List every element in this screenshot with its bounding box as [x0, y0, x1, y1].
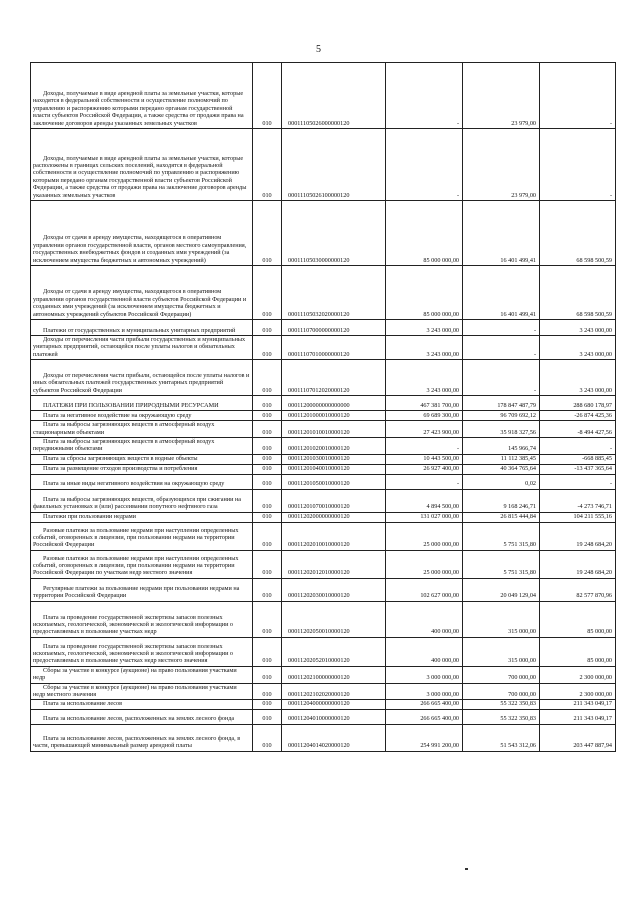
row-name-text: Доходы от перечисления части прибыли государственных и муниципальных унитарных предприятий, остающейся после уплаты налогов и обязательных платежей — [33, 336, 246, 358]
row-kbk-cell: 00011204014020000120 — [282, 724, 386, 751]
row-code-cell: 010 — [253, 578, 282, 601]
row-kbk-cell: 00011202100000000120 — [282, 666, 386, 683]
row-name-text: Плата за выбросы загрязняющих веществ, образующихся при сжигании на факельных установках и (или) рассеивании попутного нефтяного газа — [33, 496, 242, 511]
row-code-cell: 010 — [253, 464, 282, 474]
row-exec-cell: 315 000,00 — [463, 601, 540, 637]
row-rest-cell: 68 598 500,59 — [540, 201, 616, 266]
row-name-cell — [31, 724, 253, 751]
row-plan-cell: 10 443 500,00 — [386, 454, 463, 464]
row-rest-cell: - — [540, 474, 616, 489]
row-kbk-cell: 00011201020010000120 — [282, 438, 386, 455]
row-plan-cell: 467 381 700,00 — [386, 396, 463, 411]
row-exec-cell: 5 751 315,80 — [463, 550, 540, 578]
row-name-text: Разовые платежи за пользование недрами при наступлении определенных событий, оговоренных в лицензии, при пользовании недрами на территории Российской Федерации — [33, 526, 239, 549]
row-kbk-cell: 00011200000000000000 — [282, 396, 386, 411]
row-exec-cell: 0,02 — [463, 474, 540, 489]
row-kbk-cell: 00011107012020000120 — [282, 360, 386, 396]
row-name-text: Плата за сбросы загрязняющих веществ в водные объекты — [43, 455, 198, 463]
row-plan-cell: 400 000,00 — [386, 601, 463, 637]
row-exec-cell: - — [463, 336, 540, 360]
row-code-cell: 010 — [253, 454, 282, 464]
row-code-cell: 010 — [253, 550, 282, 578]
row-plan-cell: 85 000 000,00 — [386, 201, 463, 266]
row-rest-cell: 3 243 000,00 — [540, 336, 616, 360]
table-row — [31, 683, 616, 700]
row-exec-cell: 55 322 350,83 — [463, 709, 540, 724]
table-row — [31, 454, 616, 464]
row-kbk-cell: 00011202010010000120 — [282, 522, 386, 550]
row-code-cell: 010 — [253, 411, 282, 421]
row-name-cell — [31, 63, 253, 129]
row-kbk-cell: 00011201000010000120 — [282, 411, 386, 421]
row-name-cell — [31, 512, 253, 522]
table-row — [31, 63, 616, 129]
row-kbk-cell: 00011201050010000120 — [282, 474, 386, 489]
row-kbk-cell: 00011202012010000120 — [282, 550, 386, 578]
row-code-cell: 010 — [253, 683, 282, 700]
row-name-text: Плата за проведение государственной экспертизы запасов полезных ископаемых, геологической, экономической и экологической информации о предоставляемых в пользование участках недр местного значения — [33, 642, 234, 665]
row-code-cell: 010 — [253, 63, 282, 129]
row-name-cell — [31, 666, 253, 683]
row-name-cell — [31, 550, 253, 578]
table-row — [31, 550, 616, 578]
page-number: 5 — [316, 44, 321, 55]
row-exec-cell: 9 168 246,71 — [463, 489, 540, 512]
row-code-cell: 010 — [253, 512, 282, 522]
row-plan-cell: 25 000 000,00 — [386, 550, 463, 578]
row-rest-cell: 68 598 500,59 — [540, 266, 616, 320]
row-kbk-cell: 00011201030010000120 — [282, 454, 386, 464]
row-exec-cell: 16 401 499,41 — [463, 266, 540, 320]
row-name-text: Плата за использование лесов, расположенных на землях лесного фонда — [43, 715, 235, 723]
row-plan-cell: - — [386, 63, 463, 129]
row-exec-cell: 35 918 327,56 — [463, 421, 540, 438]
table-row — [31, 266, 616, 320]
table-row — [31, 666, 616, 683]
row-rest-cell: 85 000,00 — [540, 637, 616, 666]
table-row — [31, 464, 616, 474]
row-name-text: ПЛАТЕЖИ ПРИ ПОЛЬЗОВАНИИ ПРИРОДНЫМИ РЕСУРСАМИ — [43, 401, 219, 409]
row-exec-cell: 11 112 385,45 — [463, 454, 540, 464]
row-name-cell — [31, 683, 253, 700]
row-rest-cell: -13 437 365,64 — [540, 464, 616, 474]
row-code-cell: 010 — [253, 438, 282, 455]
row-rest-cell: - — [540, 129, 616, 201]
table-row — [31, 396, 616, 411]
row-exec-cell: 96 709 692,12 — [463, 411, 540, 421]
row-exec-cell: 700 000,00 — [463, 666, 540, 683]
row-exec-cell: 178 847 487,79 — [463, 396, 540, 411]
row-plan-cell: - — [386, 129, 463, 201]
row-name-cell — [31, 421, 253, 438]
row-name-cell — [31, 464, 253, 474]
table-row — [31, 637, 616, 666]
row-code-cell: 010 — [253, 637, 282, 666]
row-name-text: Доходы от перечисления части прибыли, остающейся после уплаты налогов и иных обязательных платежей государственных унитарных предприятий субъектов Российской Федерации — [33, 372, 250, 394]
row-code-cell: 010 — [253, 266, 282, 320]
row-rest-cell: -26 874 425,36 — [540, 411, 616, 421]
row-plan-cell: 3 243 000,00 — [386, 360, 463, 396]
row-code-cell: 010 — [253, 336, 282, 360]
row-name-cell — [31, 709, 253, 724]
row-code-cell: 010 — [253, 601, 282, 637]
row-rest-cell: 19 248 684,20 — [540, 522, 616, 550]
row-name-text: Доходы, получаемые в виде арендной платы за земельные участки, которые находятся в федеральной собственности и осуществление полномочий по управлению и распоряжению которыми передано органам государственной власти субъектов Российской Федерации, а также средства от продажи права на заключение договоров аренды указанных земельных участков — [33, 89, 244, 127]
row-kbk-cell: 00011201040010000120 — [282, 464, 386, 474]
row-code-cell: 010 — [253, 129, 282, 201]
row-kbk-cell: 00011202052010000120 — [282, 637, 386, 666]
row-kbk-cell: 00011105032020000120 — [282, 266, 386, 320]
row-exec-cell: 26 815 444,84 — [463, 512, 540, 522]
row-code-cell: 010 — [253, 320, 282, 336]
table-row — [31, 601, 616, 637]
row-name-text: Плата за выбросы загрязняющих веществ в атмосферный воздух стационарными объектами — [33, 421, 215, 436]
row-rest-cell: 82 577 870,96 — [540, 578, 616, 601]
row-rest-cell: 3 243 000,00 — [540, 360, 616, 396]
row-rest-cell: 3 243 000,00 — [540, 320, 616, 336]
row-plan-cell: - — [386, 474, 463, 489]
row-rest-cell: 203 447 887,94 — [540, 724, 616, 751]
row-plan-cell: 27 423 900,00 — [386, 421, 463, 438]
row-rest-cell: -4 273 746,71 — [540, 489, 616, 512]
revenue-table — [30, 62, 616, 752]
row-plan-cell: 400 000,00 — [386, 637, 463, 666]
row-name-cell — [31, 601, 253, 637]
row-code-cell: 010 — [253, 700, 282, 709]
row-name-cell — [31, 201, 253, 266]
row-plan-cell: 25 000 000,00 — [386, 522, 463, 550]
row-exec-cell: 5 751 315,80 — [463, 522, 540, 550]
row-code-cell: 010 — [253, 522, 282, 550]
row-exec-cell: 51 543 312,06 — [463, 724, 540, 751]
row-plan-cell: 254 991 200,00 — [386, 724, 463, 751]
row-plan-cell: 3 243 000,00 — [386, 336, 463, 360]
row-name-text: Плата за размещение отходов производства и потребления — [43, 465, 198, 473]
table-row — [31, 512, 616, 522]
row-exec-cell: 315 000,00 — [463, 637, 540, 666]
row-name-text: Плата за негативное воздействие на окружающую среду — [43, 411, 192, 419]
row-rest-cell: 211 343 049,17 — [540, 709, 616, 724]
row-plan-cell: - — [386, 438, 463, 455]
row-name-cell — [31, 489, 253, 512]
row-exec-cell: 20 049 129,04 — [463, 578, 540, 601]
row-code-cell: 010 — [253, 724, 282, 751]
row-name-cell — [31, 360, 253, 396]
row-name-text: Плата за выбросы загрязняющих веществ в атмосферный воздух передвижными объектами — [33, 438, 215, 453]
row-exec-cell: 16 401 499,41 — [463, 201, 540, 266]
row-rest-cell: 2 300 000,00 — [540, 666, 616, 683]
row-exec-cell: 23 979,00 — [463, 63, 540, 129]
row-code-cell: 010 — [253, 474, 282, 489]
row-name-text: Сборы за участие в конкурсе (аукционе) на право пользования участками недр — [33, 666, 237, 682]
row-rest-cell: 288 680 178,97 — [540, 396, 616, 411]
row-name-text: Платежи от государственных и муниципальных унитарных предприятий — [43, 326, 236, 334]
page-mark — [465, 868, 468, 870]
row-name-text: Доходы от сдачи в аренду имущества, находящегося в оперативном управлении органов государственной власти, органов местного самоуправления, государственных внебюджетных фондов и созданных ими учреждений (за исключением имущества бюджетных и автономных учреждений) — [33, 234, 247, 264]
row-exec-cell: - — [463, 360, 540, 396]
row-exec-cell: 55 322 350,83 — [463, 700, 540, 709]
row-name-cell — [31, 396, 253, 411]
row-plan-cell: 4 894 500,00 — [386, 489, 463, 512]
row-name-cell — [31, 411, 253, 421]
row-rest-cell: 19 248 684,20 — [540, 550, 616, 578]
row-plan-cell: 131 027 000,00 — [386, 512, 463, 522]
row-rest-cell: 2 300 000,00 — [540, 683, 616, 700]
row-plan-cell: 3 243 000,00 — [386, 320, 463, 336]
row-exec-cell: - — [463, 320, 540, 336]
row-plan-cell: 266 665 400,00 — [386, 709, 463, 724]
row-name-text: Плата за иные виды негативного воздействия на окружающую среду — [43, 480, 225, 488]
row-kbk-cell: 00011105030000000120 — [282, 201, 386, 266]
row-name-text: Плата за проведение государственной экспертизы запасов полезных ископаемых, геологической, экономической и экологической информации о предоставляемых в пользование участках недр — [33, 613, 234, 636]
row-exec-cell: 145 966,74 — [463, 438, 540, 455]
row-name-text: Платежи при пользовании недрами — [43, 513, 136, 521]
row-rest-cell: -8 494 427,56 — [540, 421, 616, 438]
table-row — [31, 578, 616, 601]
row-kbk-cell: 00011202102020000120 — [282, 683, 386, 700]
table-row — [31, 700, 616, 709]
row-code-cell: 010 — [253, 421, 282, 438]
row-plan-cell: 266 665 400,00 — [386, 700, 463, 709]
row-name-cell — [31, 474, 253, 489]
row-code-cell: 010 — [253, 666, 282, 683]
row-kbk-cell: 00011105026000000120 — [282, 63, 386, 129]
row-name-text: Разовые платежи за пользование недрами при наступлении определенных событий, оговоренных в лицензии, при пользовании недрами на территории Российской Федерации по участкам недр местного значения — [33, 554, 239, 577]
row-name-cell — [31, 438, 253, 455]
row-kbk-cell: 00011107000000000120 — [282, 320, 386, 336]
table-row — [31, 438, 616, 455]
row-name-cell — [31, 266, 253, 320]
row-plan-cell: 3 000 000,00 — [386, 666, 463, 683]
row-plan-cell: 85 000 000,00 — [386, 266, 463, 320]
row-plan-cell: 3 000 000,00 — [386, 683, 463, 700]
row-rest-cell: 104 211 555,16 — [540, 512, 616, 522]
row-plan-cell: 69 689 300,00 — [386, 411, 463, 421]
row-rest-cell: - — [540, 63, 616, 129]
row-name-text: Сборы за участие в конкурсе (аукционе) на право пользования участками недр местного значения — [33, 683, 237, 699]
table-row — [31, 411, 616, 421]
row-code-cell: 010 — [253, 709, 282, 724]
row-rest-cell: 85 000,00 — [540, 601, 616, 637]
table-row — [31, 709, 616, 724]
row-exec-cell: 23 979,00 — [463, 129, 540, 201]
row-name-cell — [31, 700, 253, 709]
row-kbk-cell: 00011202000000000120 — [282, 512, 386, 522]
row-kbk-cell: 00011202050010000120 — [282, 601, 386, 637]
row-kbk-cell: 00011202030010000120 — [282, 578, 386, 601]
table-row — [31, 129, 616, 201]
row-code-cell: 010 — [253, 360, 282, 396]
row-rest-cell: - — [540, 438, 616, 455]
row-exec-cell: 40 364 765,64 — [463, 464, 540, 474]
row-kbk-cell: 00011105026100000120 — [282, 129, 386, 201]
row-name-cell — [31, 454, 253, 464]
table-row — [31, 320, 616, 336]
table-row — [31, 489, 616, 512]
table-row — [31, 421, 616, 438]
row-rest-cell: 211 343 049,17 — [540, 700, 616, 709]
row-exec-cell: 700 000,00 — [463, 683, 540, 700]
table-row — [31, 336, 616, 360]
row-kbk-cell: 00011201070010000120 — [282, 489, 386, 512]
table-row — [31, 474, 616, 489]
row-name-cell — [31, 637, 253, 666]
row-kbk-cell: 00011201010010000120 — [282, 421, 386, 438]
table-row — [31, 522, 616, 550]
row-name-cell — [31, 129, 253, 201]
row-kbk-cell: 00011107010000000120 — [282, 336, 386, 360]
row-code-cell: 010 — [253, 489, 282, 512]
row-kbk-cell: 00011204000000000120 — [282, 700, 386, 709]
row-kbk-cell: 00011204010000000120 — [282, 709, 386, 724]
row-plan-cell: 102 627 000,00 — [386, 578, 463, 601]
row-name-text: Регулярные платежи за пользование недрами при пользовании недрами на территории Российской Федерации — [33, 585, 240, 600]
row-name-text: Доходы от сдачи в аренду имущества, находящегося в оперативном управлении органов государственной власти субъектов Российской Федерации и созданных ими учреждений (за исключением имущества бюджетных и автономных учреждений субъектов Российской Федерации) — [33, 288, 247, 318]
row-name-cell — [31, 336, 253, 360]
row-name-cell — [31, 578, 253, 601]
row-code-cell: 010 — [253, 396, 282, 411]
row-name-text: Доходы, получаемые в виде арендной платы за земельные участки, которые расположены в границах сельских поселений, находятся в федеральной собственности и осуществление полномочий по управлению и распоряжению которыми передано органам государственной власти субъектов Российской Федерации, а также средства от продажи права на заключение договоров аренды указанных земельных участков — [33, 154, 247, 199]
row-plan-cell: 26 927 400,00 — [386, 464, 463, 474]
row-rest-cell: -668 885,45 — [540, 454, 616, 464]
row-code-cell: 010 — [253, 201, 282, 266]
row-name-cell — [31, 522, 253, 550]
table-row — [31, 724, 616, 751]
table-row — [31, 360, 616, 396]
row-name-text: Плата за использование лесов — [43, 700, 122, 708]
table-row — [31, 201, 616, 266]
row-name-cell — [31, 320, 253, 336]
row-name-text: Плата за использование лесов, расположенных на землях лесного фонда, в части, превышающей минимальный размер арендной платы — [33, 735, 241, 750]
